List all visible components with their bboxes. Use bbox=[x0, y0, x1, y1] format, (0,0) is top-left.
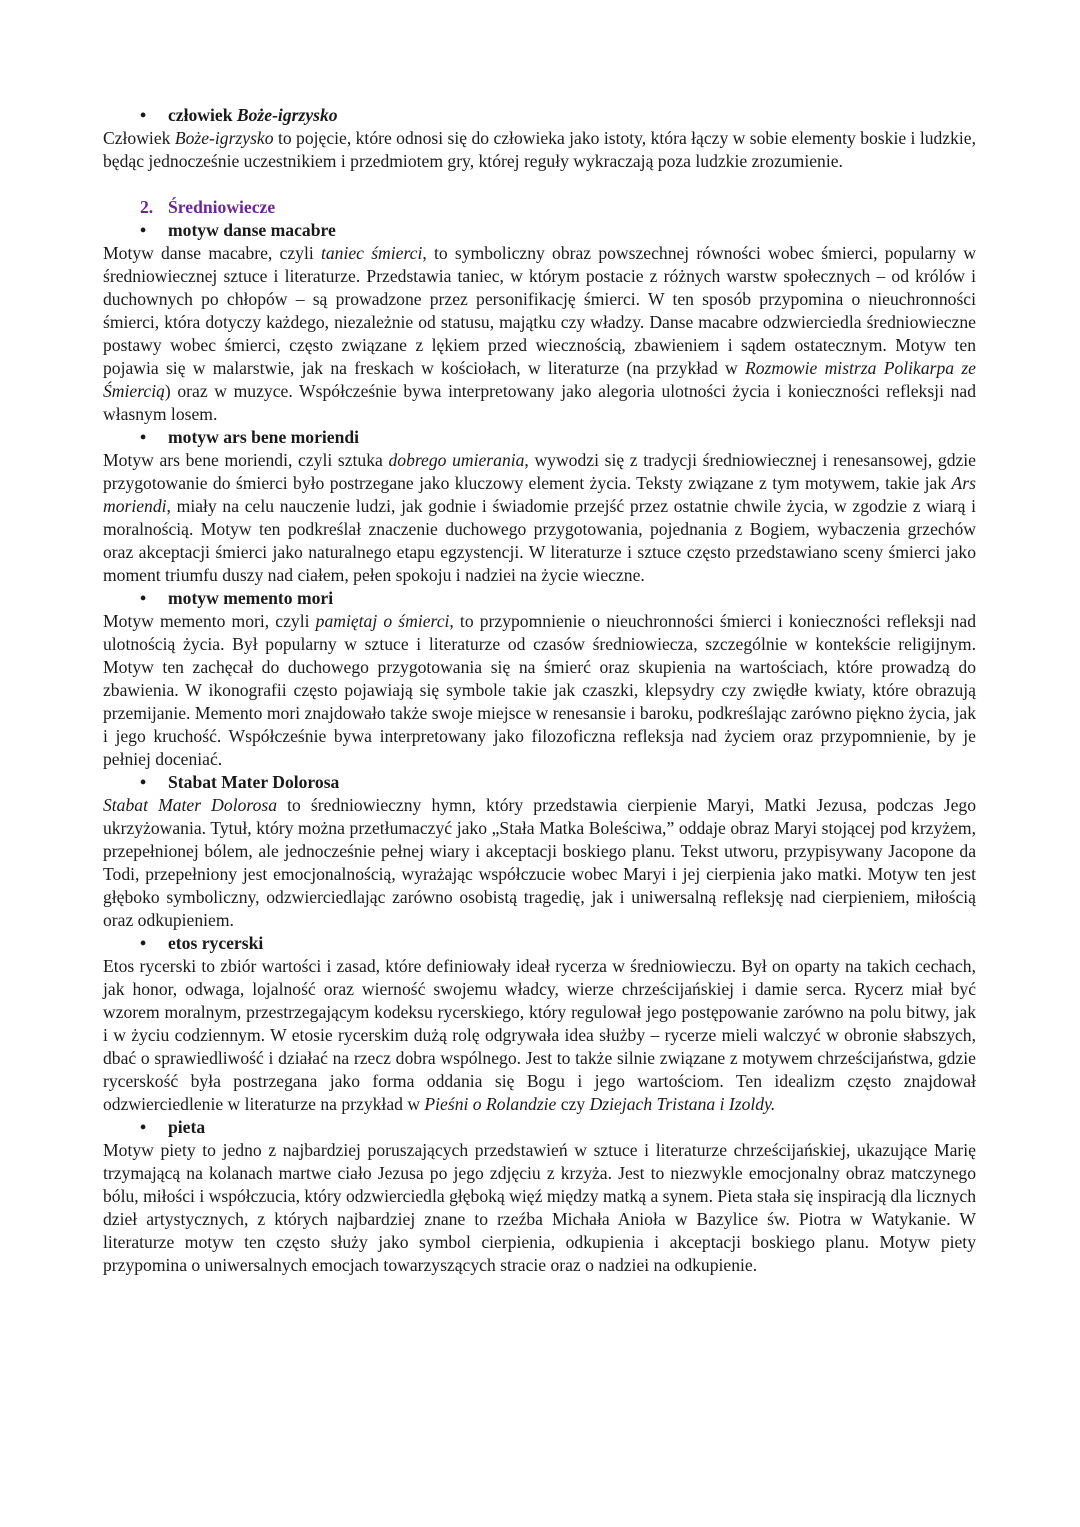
bullet-icon: • bbox=[140, 772, 147, 792]
text-run: Motyw memento mori, czyli bbox=[103, 611, 316, 631]
topic-heading-text: motyw ars bene moriendi bbox=[168, 427, 360, 447]
section-title: Średniowiecze bbox=[168, 197, 276, 217]
topic-heading bbox=[103, 587, 976, 610]
bullet-icon: • bbox=[140, 588, 147, 608]
topic-paragraph bbox=[103, 610, 976, 771]
italic-text: Pieśni o Rolandzie bbox=[424, 1094, 557, 1114]
italic-text: dobrego umierania bbox=[388, 450, 525, 470]
topic-paragraph bbox=[103, 1139, 976, 1277]
section-number: 2. bbox=[140, 197, 154, 217]
text-run: Etos rycerski to zbiór wartości i zasad, które definiowały ideał rycerza w średniowieczu. Był on oparty na takich cechach, jak honor, odwaga, lojalność oraz wierność swojemu władcy, wierze chrześcijańskiej i damie serca. Rycerz miał być wzorem moralnym, przestrzegającym kodeksu rycerskiego, który regulował jego postępowanie zarówno na polu bitwy, jak i w życiu codziennym. W etosie rycerskim dużą rolę odgrywała idea służby – rycerze mieli walczyć w obronie słabszych, dbać o sprawiedliwość i działać na rzecz dobra wspólnego. Jest to także silnie związane z motywem chrześcijaństwa, gdzie rycerskość była postrzegana jako forma oddania się Bogu i jego wartościom. Ten idealizm często znajdował odzwierciedlenie w literaturze na przykład w bbox=[103, 956, 976, 1114]
topic-heading bbox=[103, 771, 976, 794]
text-run: to średniowieczny hymn, który przedstawia cierpienie Maryi, Matki Jezusa, podczas Jego ukrzyżowania. Tytuł, który można przetłumaczyć jako „Stała Matka Boleściwa,” oddaje obraz Maryi stojącej pod krzyżem, przepełnionej bólem, ale jednocześnie pełnej wiary i akceptacji boskiego planu. Tekst utworu, przypisywany Jacopone da Todi, przepełniony jest emocjonalnością, wyrażając współczucie wobec Maryi i jej cierpienia jako matki. Motyw ten jest głęboko symboliczny, odzwierciedlając zarówno osobistą tragedię, jak i uniwersalną refleksję nad cierpieniem, miłością oraz odkupieniem. bbox=[103, 795, 976, 930]
topic-heading bbox=[103, 1116, 976, 1139]
bullet-icon: • bbox=[140, 933, 147, 953]
text-run: , miały na celu nauczenie ludzi, jak godnie i świadomie przejść przez ostatnie chwile życia, w zgodzie z wiarą i moralnością. Motyw ten podkreślał znaczenie duchowego przygotowania, pojednania z Bogiem, wybaczenia grzechów oraz akceptacji śmierci jako naturalnego etapu egzystencji. W literaturze i sztuce często przedstawiano sceny śmierci jako moment triumfu duszy nad ciałem, pełen spokoju i nadziei na życie wieczne. bbox=[103, 496, 976, 585]
intro-heading-prefix: człowiek bbox=[168, 105, 237, 125]
document-page bbox=[103, 104, 976, 1277]
intro-heading-italic: Boże-igrzysko bbox=[236, 105, 338, 125]
topic-heading-text: motyw memento mori bbox=[168, 588, 334, 608]
italic-text: Boże-igrzysko bbox=[174, 128, 274, 148]
bullet-icon: • bbox=[140, 105, 147, 125]
text-run: to pojęcie, które odnosi się do człowieka jako istoty, która łączy w sobie elementy boskie i ludzkie, będąc jednocześnie uczestnikiem i przedmiotem gry, której reguły wykraczają poza ludzkie zrozumienie. bbox=[103, 128, 977, 171]
text-run: ) oraz w muzyce. Współcześnie bywa interpretowany jako alegoria ulotności życia i konieczności refleksji nad własnym losem. bbox=[103, 381, 976, 424]
text-run: , to symboliczny obraz powszechnej równości wobec śmierci, popularny w średniowiecznej sztuce i literaturze. Przedstawia taniec, w którym postacie z różnych warstw społecznych – od królów i duchownych po chłopów – są prowadzone przez personifikację śmierci. W ten sposób przypomina o nieuchronności śmierci, która dotyczy każdego, niezależnie od statusu, majątku czy władzy. Danse macabre odzwierciedla średniowieczne postawy wobec śmierci, często związane z lękiem przed wiecznością, zbawieniem i sądem ostatecznym. Motyw ten pojawia się w malarstwie, jak na freskach w kościołach, w literaturze (na przykład w bbox=[103, 243, 976, 378]
bullet-icon: • bbox=[140, 427, 147, 447]
section-heading bbox=[103, 196, 976, 219]
intro-paragraph bbox=[103, 127, 976, 173]
italic-text: Ars moriendi bbox=[103, 473, 976, 516]
intro-bullet-heading bbox=[103, 104, 976, 127]
topic-heading-text: Stabat Mater Dolorosa bbox=[168, 772, 340, 792]
topic-heading bbox=[103, 219, 976, 242]
topic-heading-text: motyw danse macabre bbox=[168, 220, 336, 240]
topic-heading-text: pieta bbox=[168, 1117, 206, 1137]
italic-text: Stabat Mater Dolorosa bbox=[103, 795, 278, 815]
text-run: Człowiek bbox=[103, 128, 175, 148]
topic-heading bbox=[103, 426, 976, 449]
italic-text: Rozmowie mistrza Polikarpa ze Śmiercią bbox=[103, 358, 976, 401]
text-run: Motyw piety to jedno z najbardziej poruszających przedstawień w sztuce i literaturze chrześcijańskiej, ukazujące Marię trzymającą na kolanach martwe ciało Jezusa po jego zdjęciu z krzyża. Jest to niezwykle emocjonalny obraz matczynego bólu, miłości i współczucia, który odzwierciedla głęboką więź między matką a synem. Pieta stała się inspiracją dla licznych dzieł artystycznych, z których najbardziej znane to rzeźba Michała Anioła w Bazylice św. Piotra w Watykanie. W literaturze motyw ten często służy jako symbol cierpienia, odkupienia i akceptacji boskiego planu. Motyw piety przypomina o uniwersalnych emocjach towarzyszących stracie oraz o nadziei na odkupienie. bbox=[103, 1140, 976, 1275]
bullet-icon: • bbox=[140, 1117, 147, 1137]
topic-list bbox=[103, 219, 976, 1277]
topic-paragraph bbox=[103, 449, 976, 587]
topic-paragraph bbox=[103, 955, 976, 1116]
text-run: Motyw ars bene moriendi, czyli sztuka bbox=[103, 450, 389, 470]
text-run: , wywodzi się z tradycji średniowiecznej i renesansowej, gdzie przygotowanie do śmierci było postrzegane jako kluczowy element życia. Teksty związane z tym motywem, takie jak bbox=[103, 450, 976, 493]
text-run: Motyw danse macabre, czyli bbox=[103, 243, 321, 263]
italic-text: taniec śmierci bbox=[320, 243, 423, 263]
text-run: , to przypomnienie o nieuchronności śmierci i konieczności refleksji nad ulotnością życia. Był popularny w sztuce i literaturze od czasów średniowiecza, szczególnie w kontekście religijnym. Motyw ten zachęcał do duchowego przygotowania się na śmierć oraz skupienia na wartościach, które prowadzą do zbawienia. W ikonografii często pojawiają się symbole takie jak czaszki, klepsydry czy zwiędłe kwiaty, które obrazują przemijanie. Memento mori znajdowało także swoje miejsce w renesansie i baroku, podkreślając zarówno piękno życia, jak i jego kruchość. Współcześnie bywa interpretowany jako filozoficzna refleksja nad życiem oraz przypomnienie, by je pełniej doceniać. bbox=[103, 611, 977, 769]
bullet-icon: • bbox=[140, 220, 147, 240]
italic-text: pamiętaj o śmierci bbox=[315, 611, 450, 631]
topic-heading bbox=[103, 932, 976, 955]
italic-text: Dziejach Tristana i Izoldy. bbox=[589, 1094, 776, 1114]
topic-paragraph bbox=[103, 794, 976, 932]
topic-paragraph bbox=[103, 242, 976, 426]
topic-heading-text: etos rycerski bbox=[168, 933, 264, 953]
text-run: czy bbox=[556, 1094, 590, 1114]
